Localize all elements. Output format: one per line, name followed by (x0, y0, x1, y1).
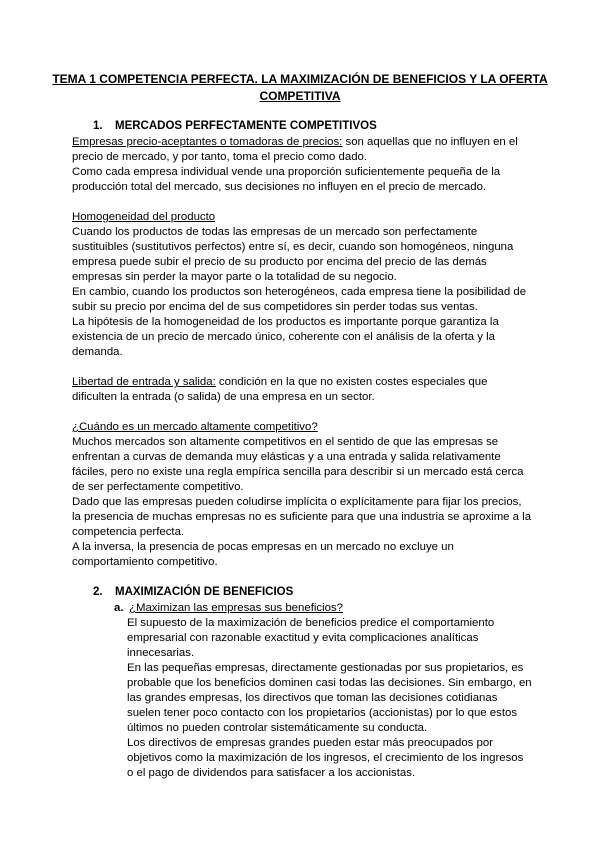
paragraph-libertad (72, 375, 532, 405)
subsection-a-letter: a. (114, 602, 124, 614)
paragraph-competitivo-3: A la inversa, la presencia de pocas empresas en un mercado no excluye un comportamiento competitivo. (72, 541, 454, 568)
paragraph-homogeneidad-2: En cambio, cuando los productos son heterogéneos, cada empresa tiene la posibilidad de subir su precio por encima del de sus competidores sin perder todas sus ventas. (72, 286, 527, 313)
paragraph-maximizacion-3: Los directivos de empresas grandes pueden estar más preocupados por objetivos como la maximización de los ingresos, el crecimiento de los ingresos o el pago de dividendos para satisfacer a los accionistas. (127, 737, 524, 779)
term-precio-aceptantes: Empresas precio-aceptantes o tomadoras de precios: (72, 136, 343, 148)
section-1-title: MERCADOS PERFECTAMENTE COMPETITIVOS (115, 120, 377, 132)
document-body (72, 119, 532, 781)
section-1-heading (93, 119, 532, 134)
term-libertad: Libertad de entrada y salida: (72, 376, 216, 388)
section-2-title: MAXIMIZACIÓN DE BENEFICIOS (115, 586, 294, 598)
paragraph-competitivo-1: Muchos mercados son altamente competitivos en el sentido de que las empresas se enfrentan a curvas de demanda muy elásticas y a una entrada y salida relativamente fáciles, pero no existe una regla empírica sencilla para describir si un mercado está cerca de ser perfectamente competitivo. (72, 436, 524, 493)
paragraph-homogeneidad-3: La hipótesis de la homogeneidad de los productos es importante porque garantiza la existencia de un precio de mercado único, coherente con el análisis de la oferta y la demanda. (72, 316, 499, 358)
definition-precio-aceptantes: son aquellas que no influyen en el precio de mercado, y por tanto, toma el precio como dado. (72, 136, 518, 163)
subsection-a-heading (114, 601, 532, 616)
paragraph-proporcion: Como cada empresa individual vende una proporción suficientemente pequeña de la producción total del mercado, sus decisiones no influyen en el precio de mercado. (72, 166, 501, 193)
paragraph-competitivo-2: Dado que las empresas pueden coludirse implícita o explícitamente para fijar los precios, la presencia de muchas empresas no es suficiente para que una industria se aproxime a la competencia perfecta. (72, 496, 532, 538)
section-1-number: 1. (93, 120, 103, 132)
heading-altamente-competitivo: ¿Cuándo es un mercado altamente competitivo? (72, 421, 318, 433)
paragraph-maximizacion-1: El supuesto de la maximización de beneficios predice el comportamiento empresarial con razonable exactitud y evita complicaciones analíticas innecesarias. (127, 617, 495, 659)
definition-libertad: condición en la que no existen costes especiales que dificulten la entrada (o salida) de una empresa en un sector. (72, 376, 488, 403)
section-2-heading (93, 585, 532, 600)
paragraph-homogeneidad-1: Cuando los productos de todas las empresas de un mercado son perfectamente sustituibles (sustitutivos perfectos) entre sí, es decir, cuando son homogéneos, ninguna empresa puede subir el precio de su producto por encima del precio de las demás empresas sin perder la mayor parte o la totalidad de su negocio. (72, 226, 514, 283)
paragraph-precio-aceptantes (72, 135, 532, 165)
subsection-a-title: ¿Maximizan las empresas sus beneficios? (129, 602, 343, 614)
heading-homogeneidad: Homogeneidad del producto (72, 211, 216, 223)
document-title: TEMA 1 COMPETENCIA PERFECTA. LA MAXIMIZACIÓN DE BENEFICIOS Y LA OFERTA COMPETITIVA (52, 72, 548, 103)
section-2-number: 2. (93, 586, 103, 598)
paragraph-maximizacion-2: En las pequeñas empresas, directamente gestionadas por sus propietarios, es probable que los beneficios dominen casi todas las decisiones. Sin embargo, en las grandes empresas, los directivos que toman las decisiones cotidianas suelen tener poco contacto con los propietarios (accionistas) por lo que estos últimos no pueden controlar sistemáticamente su conducta. (127, 662, 532, 734)
